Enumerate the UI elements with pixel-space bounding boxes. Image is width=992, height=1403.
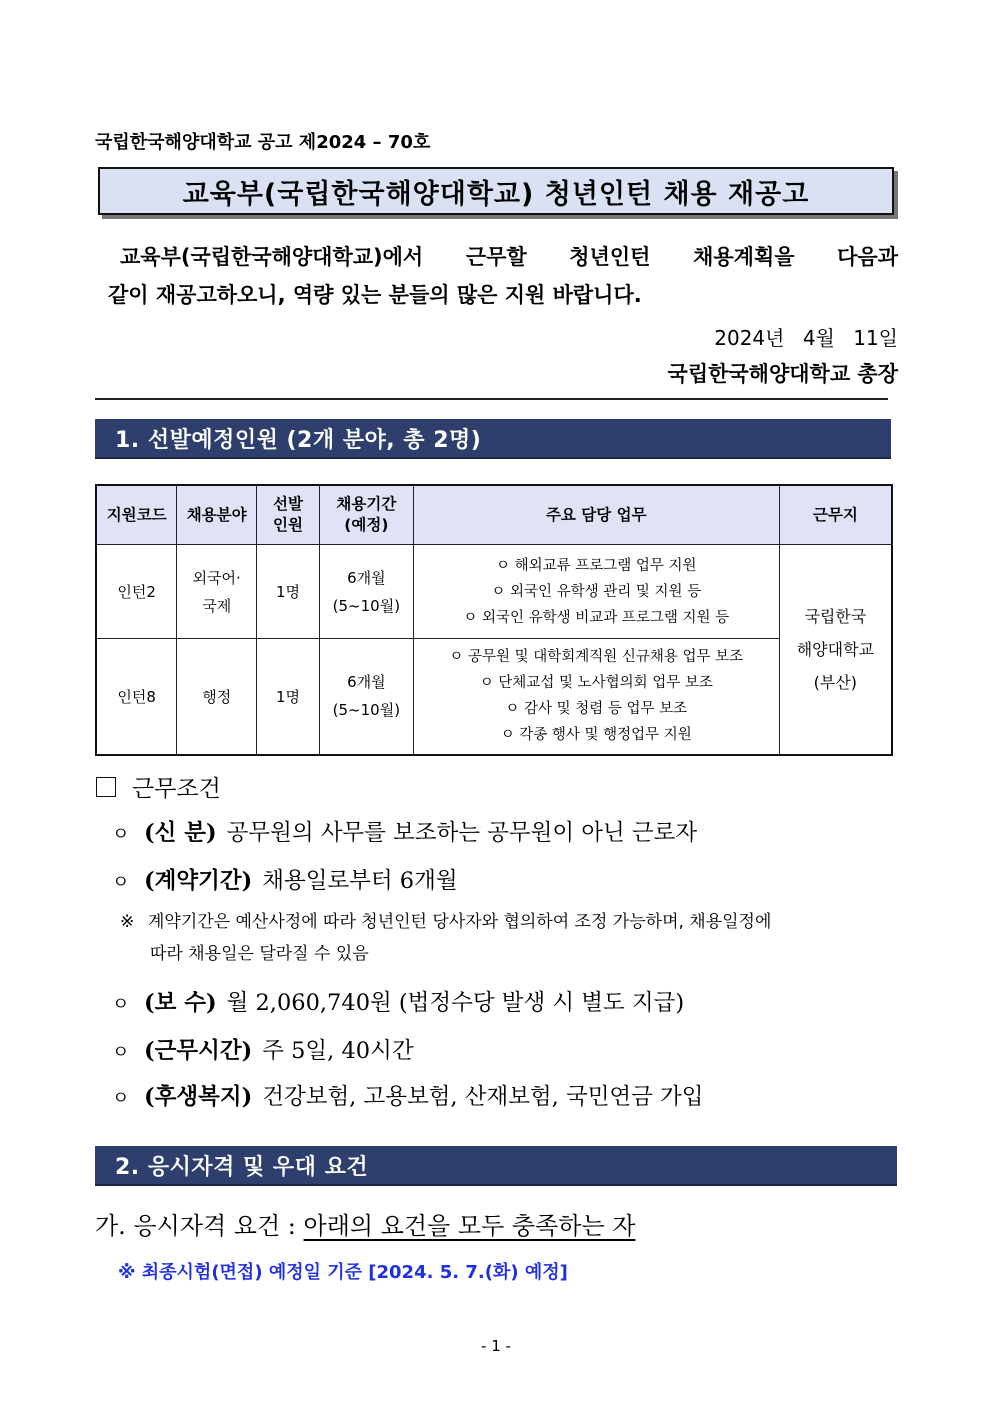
recruitment-table: [95, 484, 893, 756]
row-code: 인턴8: [96, 639, 177, 755]
row-code: 인턴2: [96, 545, 177, 639]
condition-label: (후생복지): [144, 1084, 253, 1110]
qualification-prefix: 가. 응시자격 요건 :: [95, 1212, 304, 1240]
header-location: 근무지: [779, 485, 892, 545]
duty-item: ㅇ 각종 행사 및 행정업무 지원: [500, 727, 692, 744]
duty-item: ㅇ 단체교섭 및 노사협의회 업무 보조: [479, 675, 713, 692]
duty-item: ㅇ 해외교류 프로그램 업무 지원: [496, 557, 697, 574]
bullet-icon: ㅇ: [112, 824, 130, 845]
header-count: 선발 인원: [257, 485, 320, 545]
row-field: 행정: [177, 639, 257, 755]
condition-text: 월 2,060,740원 (법정수당 발생 시 별도 지급): [226, 990, 685, 1016]
table-header-row: [96, 485, 892, 545]
condition-text: 주 5일, 40시간: [262, 1038, 414, 1064]
checkbox-icon: [96, 777, 116, 797]
row-count: 1명: [257, 545, 320, 639]
note-line-1: 계약기간은 예산사정에 따라 청년인턴 당사자와 협의하여 조정 가능하며, 채용일정에: [148, 912, 772, 932]
condition-text: 공무원의 사무를 보조하는 공무원이 아닌 근로자: [226, 820, 698, 846]
section-2-title: 2. 응시자격 및 우대 요건: [115, 1154, 369, 1180]
contract-note: [120, 906, 898, 970]
row-duties: [413, 545, 779, 639]
row-field: 외국어· 국제: [177, 545, 257, 639]
condition-text: 건강보험, 고용보험, 산재보험, 국민연금 가입: [262, 1084, 704, 1110]
row-duties: [413, 639, 779, 755]
bullet-icon: ㅇ: [112, 872, 130, 893]
reference-date-note: ※ 최종시험(면접) 예정일 기준 [2024. 5. 7.(화) 예정]: [118, 1262, 568, 1283]
row-count: 1명: [257, 639, 320, 755]
duty-item: ㅇ 감사 및 청렴 등 업무 보조: [505, 701, 688, 718]
divider-line: [95, 398, 888, 400]
section-2-header: [95, 1146, 897, 1186]
header-field: 채용분야: [177, 485, 257, 545]
document-title-box: [98, 167, 894, 215]
bullet-icon: ㅇ: [112, 1088, 130, 1109]
condition-label: (계약기간): [144, 868, 253, 894]
duty-item: ㅇ 공무원 및 대학회계직원 신규채용 업무 보조: [449, 649, 744, 666]
condition-item: [112, 1079, 704, 1111]
table-row: [96, 545, 892, 639]
header-code: 지원코드: [96, 485, 177, 545]
qualification-heading: [95, 1206, 635, 1241]
section-1-header: [95, 419, 891, 459]
conditions-heading: [96, 770, 221, 803]
condition-item: [112, 1033, 414, 1065]
qualification-underlined: 아래의 요건을 모두 충족하는 자: [303, 1212, 636, 1240]
header-duties: 주요 담당 업무: [413, 485, 779, 545]
bullet-icon: ㅇ: [112, 994, 130, 1015]
condition-item: [112, 985, 684, 1017]
intro-line-1: 교육부(국립한국해양대학교)에서 근무할 청년인턴 채용계획을 다음과: [120, 245, 898, 269]
issuer: 국립한국해양대학교 총장: [667, 362, 898, 386]
conditions-heading-text: 근무조건: [132, 776, 221, 802]
document-title: 교육부(국립한국해양대학교) 청년인턴 채용 재공고: [182, 178, 810, 210]
condition-label: (근무시간): [144, 1038, 253, 1064]
notice-number: 국립한국해양대학교 공고 제2024 – 70호: [95, 132, 431, 153]
duty-item: ㅇ 외국인 유학생 관리 및 지원 등: [491, 583, 702, 600]
condition-label: (신 분): [144, 820, 217, 846]
note-mark: ※: [120, 912, 135, 932]
work-location: 국립한국 해양대학교 (부산): [779, 545, 892, 755]
section-1-title: 1. 선발예정인원 (2개 분야, 총 2명): [115, 427, 482, 453]
condition-label: (보 수): [144, 990, 217, 1016]
row-period: 6개월 (5~10월): [319, 639, 413, 755]
notice-date: 2024년 4월 11일: [714, 326, 898, 350]
note-line-2: 따라 채용일은 달라질 수 있음: [150, 944, 369, 964]
condition-text: 채용일로부터 6개월: [262, 868, 458, 894]
bullet-icon: ㅇ: [112, 1042, 130, 1063]
duty-item: ㅇ 외국인 유학생 비교과 프로그램 지원 등: [463, 609, 730, 626]
condition-item: [112, 863, 458, 895]
page-number: - 1 -: [481, 1337, 511, 1355]
intro-paragraph: [108, 238, 898, 314]
header-period: 채용기간 (예정): [319, 485, 413, 545]
condition-item: [112, 815, 697, 847]
table-row: [96, 639, 892, 755]
row-period: 6개월 (5~10월): [319, 545, 413, 639]
intro-line-2: 같이 재공고하오니, 역량 있는 분들의 많은 지원 바랍니다.: [108, 283, 642, 307]
